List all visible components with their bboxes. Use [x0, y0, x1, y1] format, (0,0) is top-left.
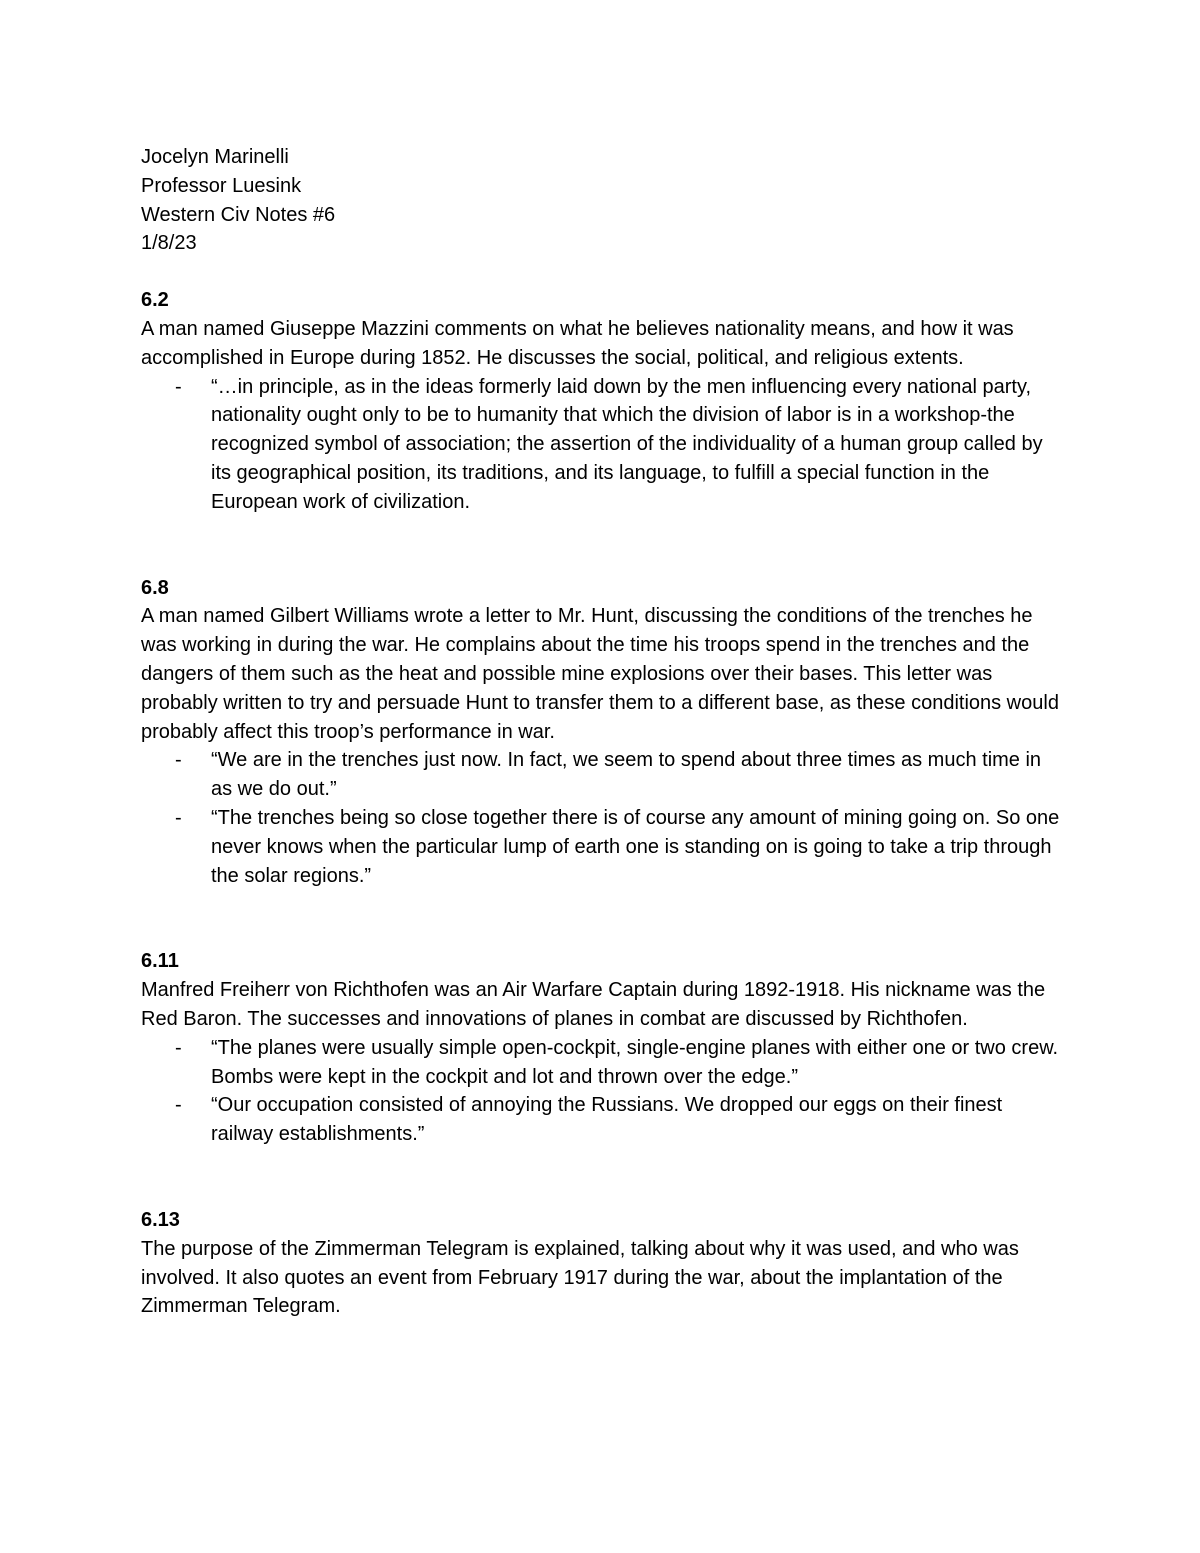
student-name: Jocelyn Marinelli: [141, 146, 289, 168]
quote-text: “The planes were usually simple open-cockpit, single-engine planes with either one or two crew. Bombs were kept in the cockpit and lot and thrown over the edge.”: [211, 1036, 1059, 1088]
section-summary: A man named Giuseppe Mazzini comments on what he believes nationality means, and how it was accomplished in Europe during 1852. He discusses the social, political, and religious extents.: [141, 317, 1014, 369]
bullet-dash: -: [175, 375, 182, 398]
quote-item: [141, 804, 1066, 890]
section-6-11: [141, 947, 1066, 1149]
section-summary: The purpose of the Zimmerman Telegram is explained, talking about why it was used, and who was involved. It also quotes an event from February 1917 during the war, about the implantation of the Zimmerman Telegram.: [141, 1237, 1019, 1318]
quote-text: “We are in the trenches just now. In fact, we seem to spend about three times as much time in as we do out.”: [211, 749, 1042, 801]
quote-list: [141, 1034, 1066, 1149]
quote-item: [141, 1091, 1066, 1149]
section-summary: A man named Gilbert Williams wrote a letter to Mr. Hunt, discussing the conditions of the trenches he was working in during the war. He complains about the time his troops spend in the trenches and the dangers of them such as the heat and possible mine explosions over their bases. This letter was probably written to try and persuade Hunt to transfer them to a different base, as these conditions would probably affect this troop’s performance in war.: [141, 605, 1059, 743]
section-heading: 6.11: [141, 950, 179, 973]
bullet-dash: -: [175, 749, 182, 772]
document-page: [141, 143, 1066, 1321]
section-6-8: [141, 574, 1066, 891]
quote-list: [141, 373, 1066, 517]
quote-item: [141, 746, 1066, 804]
document-date: 1/8/23: [141, 232, 197, 255]
document-header: [141, 143, 1066, 258]
bullet-dash: -: [175, 1094, 182, 1117]
quote-item: [141, 1034, 1066, 1092]
quote-text: “…in principle, as in the ideas formerly laid down by the men influencing every national party, nationality ought only to be to humanity that which the division of labor is in a workshop-the recognized symbol of association; the assertion of the individuality of a human group called by its geographical position, its traditions, and its language, to fulfill a special function in the European work of civilization.: [211, 375, 1043, 513]
section-6-13: [141, 1206, 1066, 1321]
course-title: Western Civ Notes #6: [141, 203, 336, 226]
bullet-dash: -: [175, 806, 182, 829]
quote-item: [141, 373, 1066, 517]
section-heading: 6.13: [141, 1208, 180, 1231]
professor-name: Professor Luesink: [141, 174, 302, 197]
section-heading: 6.2: [141, 289, 169, 312]
bullet-dash: -: [175, 1036, 182, 1059]
section-6-2: [141, 286, 1066, 516]
quote-text: “Our occupation consisted of annoying the Russians. We dropped our eggs on their finest railway establishments.”: [211, 1094, 1003, 1146]
quote-list: [141, 746, 1066, 890]
section-summary: Manfred Freiherr von Richthofen was an Air Warfare Captain during 1892-1918. His nickname was the Red Baron. The successes and innovations of planes in combat are discussed by Richthofen.: [141, 979, 1046, 1030]
section-heading: 6.8: [141, 576, 169, 599]
quote-text: “The trenches being so close together there is of course any amount of mining going on. So one never knows when the particular lump of earth one is standing on is going to take a trip through the solar regions.”: [211, 806, 1060, 887]
